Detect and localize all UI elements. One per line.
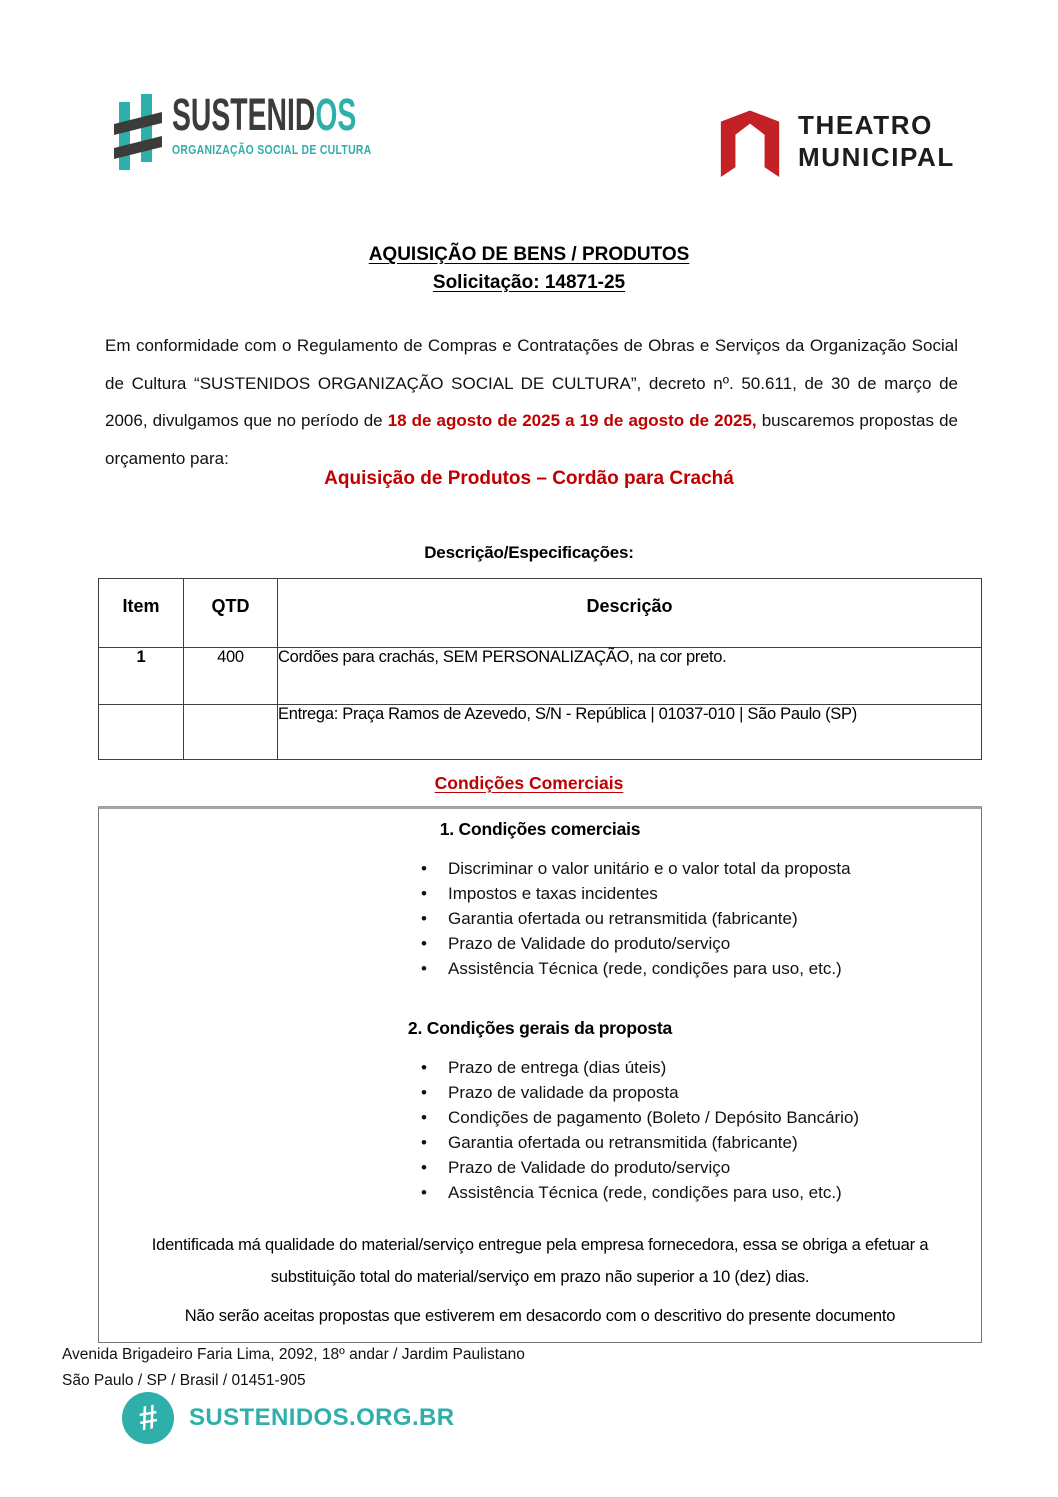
cell-delivery-address: Entrega: Praça Ramos de Azevedo, S/N - República | 01037-010 | São Paulo (SP) xyxy=(278,705,982,760)
list-item: • Garantia ofertada ou retransmitida (fabricante) xyxy=(417,1130,981,1155)
cell-item-number xyxy=(99,705,184,760)
cell-item-number: 1 xyxy=(99,648,184,705)
arch-icon xyxy=(716,103,784,183)
footer-address xyxy=(62,1342,525,1394)
col-header-item: Item xyxy=(99,579,184,648)
rejection-note: Não serão aceitas propostas que estiverem em desacordo com o descritivo do presente documento xyxy=(184,1307,896,1325)
list-item: • Prazo de Validade do produto/serviço xyxy=(417,1155,981,1180)
intro-paragraph: Em conformidade com o Regulamento de Compras e Contratações de Obras e Serviços da Organização Social de Cultura “SUSTENIDOS ORGANIZAÇÃO SOCIAL DE CULTURA”, decreto nº. 50.611, de 30 de março de 2006, divulgamos que no período de 18 de agosto de 2025 a 19 de agosto de 2025, buscaremos propostas de orçamento para: xyxy=(105,336,958,468)
conditions-box xyxy=(98,806,982,1343)
highlight-dates: 18 de agosto de 2025 a 19 de agosto de 2025, xyxy=(387,411,757,430)
sustenidos-logo xyxy=(114,89,465,172)
hashtag-icon xyxy=(114,92,162,172)
sustenidos-tagline: ORGANIZAÇÃO SOCIAL DE CULTURA xyxy=(172,142,372,157)
footer-logo xyxy=(122,1392,455,1444)
section-2-title: 2. Condições gerais da proposta xyxy=(407,1018,673,1038)
col-header-qtd: QTD xyxy=(184,579,278,648)
col-header-desc: Descrição xyxy=(278,579,982,648)
list-item: • Discriminar o valor unitário e o valor total da proposta xyxy=(417,856,981,881)
items-table xyxy=(98,578,982,760)
list-item: • Assistência Técnica (rede, condições para uso, etc.) xyxy=(417,1180,981,1205)
section-1-title: 1. Condições comerciais xyxy=(439,819,641,839)
list-item: • Condições de pagamento (Boleto / Depósito Bancário) xyxy=(417,1105,981,1130)
conditions-heading: Condições Comerciais xyxy=(434,773,624,793)
theatro-municipal-logo xyxy=(716,103,955,183)
address-line-1: Avenida Brigadeiro Faria Lima, 2092, 18º andar / Jardim Paulistano xyxy=(62,1346,525,1363)
document-title xyxy=(0,241,1058,297)
title-line-1: AQUISIÇÃO DE BENS / PRODUTOS xyxy=(368,244,690,265)
quality-note: Identificada má qualidade do material/serviço entregue pela empresa fornecedora, essa se obriga a efetuar a substituição total do material/serviço em prazo não superior a 10 (dez) dias. xyxy=(151,1236,929,1286)
list-item: • Prazo de validade da proposta xyxy=(417,1080,981,1105)
hashtag-circle-icon: # xyxy=(122,1392,174,1444)
list-item: • Prazo de Validade do produto/serviço xyxy=(417,931,981,956)
list-item: • Prazo de entrega (dias úteis) xyxy=(417,1055,981,1080)
list-item: • Garantia ofertada ou retransmitida (fabricante) xyxy=(417,906,981,931)
table-row xyxy=(99,648,982,705)
theatro-wordmark: THEATRO MUNICIPAL xyxy=(798,110,955,172)
cell-quantity: 400 xyxy=(184,648,278,705)
table-row xyxy=(99,705,982,760)
product-heading: Aquisição de Produtos – Cordão para Crachá xyxy=(324,468,734,489)
sustenidos-wordmark: SUSTENIDOS xyxy=(172,89,357,140)
list-item: • Assistência Técnica (rede, condições para uso, etc.) xyxy=(417,956,981,981)
list-item: • Impostos e taxas incidentes xyxy=(417,881,981,906)
address-line-2: São Paulo / SP / Brasil / 01451-905 xyxy=(62,1372,306,1389)
spec-heading: Descrição/Especificações: xyxy=(424,543,634,562)
table-header-row xyxy=(99,579,982,648)
title-line-2: Solicitação: 14871-25 xyxy=(432,272,626,293)
section-1-list xyxy=(417,856,981,981)
footer-site-url: SUSTENIDOS.ORG.BR xyxy=(189,1404,455,1431)
cell-quantity xyxy=(184,705,278,760)
cell-description: Cordões para crachás, SEM PERSONALIZAÇÃO, na cor preto. xyxy=(278,648,982,705)
section-2-list xyxy=(417,1055,981,1205)
